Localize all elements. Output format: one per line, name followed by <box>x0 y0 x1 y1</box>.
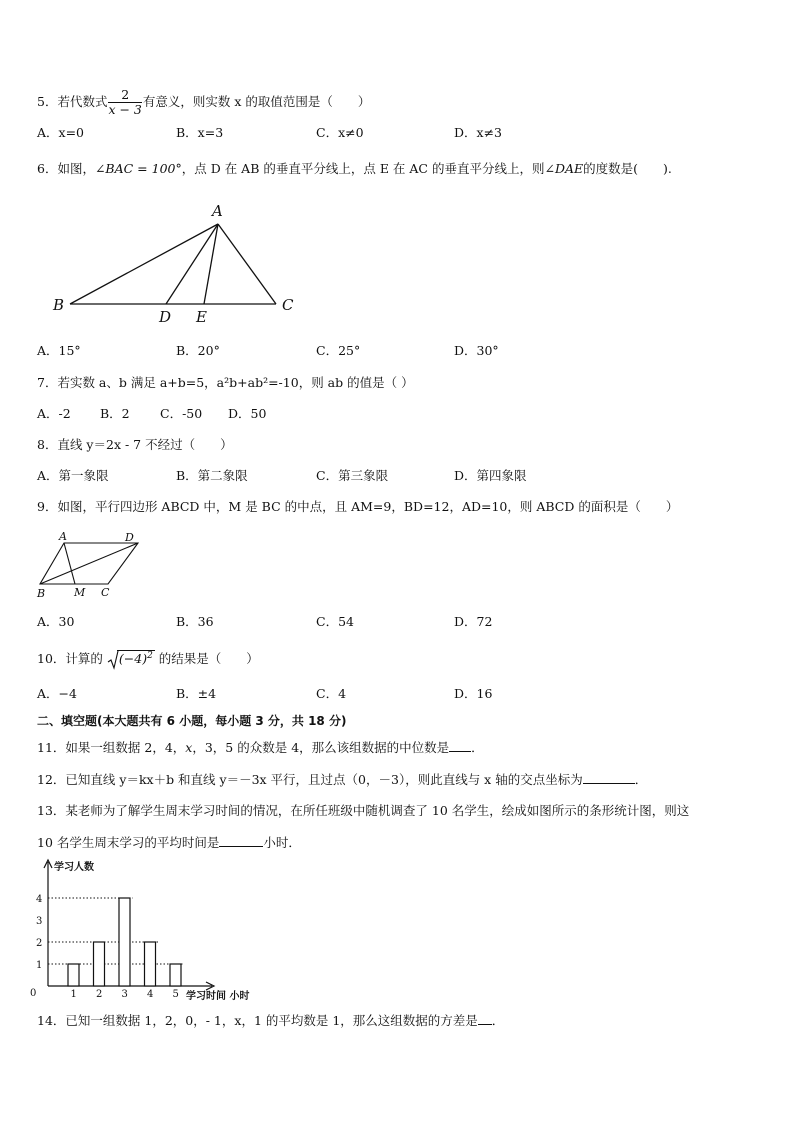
question-5 <box>37 88 370 117</box>
x-tick-label-5: 5 <box>172 989 179 1000</box>
chart-y-axis-title: 学习人数 <box>54 862 94 873</box>
q6-angle-bac: ∠BAC = 100° <box>94 161 182 176</box>
question-7: 7．若实数 a、b 满足 a+b=5，a²b+ab²=-10，则 ab 的值是（ ） <box>37 375 414 390</box>
x-tick-label-4: 4 <box>147 989 154 1000</box>
chart-x-axis-title: 学习时间 小时 <box>186 991 250 1002</box>
q5-fraction <box>108 88 141 117</box>
q6-option-b[interactable]: B．20° <box>176 343 220 358</box>
q6-prefix: 6．如图， <box>37 161 95 176</box>
q5-option-c[interactable]: C．x≠0 <box>316 125 364 140</box>
q10-suffix: 的结果是（ ） <box>158 651 259 667</box>
q10-option-b[interactable]: B．±4 <box>176 686 217 701</box>
q9-option-b[interactable]: B．36 <box>176 614 214 629</box>
q6-label-d: D <box>159 308 172 326</box>
y-tick-label-1: 1 <box>36 960 43 971</box>
q9-parallelogram-figure <box>34 530 146 602</box>
q13-answer-blank[interactable] <box>219 834 263 847</box>
q12-end: ． <box>634 772 648 787</box>
x-tick-label-2: 2 <box>96 989 103 1000</box>
q14-end: ． <box>491 1013 505 1028</box>
q11-variable: x <box>185 740 193 755</box>
y-tick-label-4: 4 <box>36 894 43 905</box>
q14-answer-blank[interactable] <box>478 1012 492 1025</box>
q8-option-d[interactable]: D．第四象限 <box>454 468 527 483</box>
q6-option-c[interactable]: C．25° <box>316 343 361 358</box>
question-13-line-1: 13．某老师为了解学生周末学习时间的情况，在所任班级中随机调查了 10 名学生，绘成如图所示的条形统计图，则这 <box>37 803 690 818</box>
q5-option-b[interactable]: B．x=3 <box>176 125 224 140</box>
q12-answer-blank[interactable] <box>583 771 635 784</box>
q7-option-b[interactable]: B．2 <box>100 406 130 421</box>
q9-option-a[interactable]: A．30 <box>37 614 75 629</box>
question-9: 9．如图，平行四边形 ABCD 中，M 是 BC 的中点，且 AM=9，BD=12，AD=10，则 ABCD 的面积是（ ） <box>37 499 679 514</box>
q10-option-d[interactable]: D．16 <box>454 686 493 701</box>
q10-prefix: 10．计算的 <box>37 651 103 667</box>
q7-option-c[interactable]: C．-50 <box>160 406 203 421</box>
q8-option-c[interactable]: C．第三象限 <box>316 468 389 483</box>
q11-answer-blank[interactable] <box>449 739 471 752</box>
q6-label-a: A <box>212 202 223 220</box>
q5-frac-num: 2 <box>108 88 141 103</box>
q6-option-a[interactable]: A．15° <box>37 343 81 358</box>
q13-prefix: 10 名学生周末学习的平均时间是 <box>37 835 220 850</box>
q9-label-b: B <box>37 587 46 600</box>
x-tick-label-3: 3 <box>121 989 128 1000</box>
q9-option-d[interactable]: D．72 <box>454 614 493 629</box>
bar-3 <box>119 898 130 986</box>
q10-option-a[interactable]: A．−4 <box>37 686 77 701</box>
q11-suffix: ，3，5 的众数是 4，那么该组数据的中位数是 <box>192 740 450 755</box>
q5-option-a[interactable]: A．x=0 <box>37 125 85 140</box>
q11-end: ． <box>471 740 484 755</box>
q10-radicand: (−4) <box>118 651 148 667</box>
q6-angle-dae: ∠DAE <box>544 161 584 176</box>
q5-frac-den: x − 3 <box>108 102 142 117</box>
bar-4 <box>145 942 156 986</box>
q14-prefix: 14．已知一组数据 1，2，0，- 1，x，1 的平均数是 1，那么这组数据的方差是 <box>37 1013 478 1028</box>
y-tick-label-3: 3 <box>36 916 43 927</box>
question-10 <box>37 648 259 670</box>
q10-exponent: 2 <box>147 651 153 661</box>
chart-origin-label: 0 <box>30 988 37 999</box>
bar-5 <box>170 964 181 986</box>
q12-prefix: 12．已知直线 y＝kx＋b 和直线 y＝－3x 平行，且过点（0，－3），则此直线与 x 轴的交点坐标为 <box>37 772 583 787</box>
q5-suffix: 有意义，则实数 x 的取值范围是（ ） <box>142 94 371 109</box>
question-14 <box>37 1012 504 1029</box>
q6-label-b: B <box>53 296 65 314</box>
q6-mid: ，点 D 在 AB 的垂直平分线上，点 E 在 AC 的垂直平分线上，则 <box>181 161 545 176</box>
q10-radical <box>117 650 155 666</box>
q9-label-d: D <box>125 531 134 544</box>
bar-1 <box>68 964 79 986</box>
q6-label-e: E <box>196 308 207 326</box>
q7-option-a[interactable]: A．-2 <box>37 406 71 421</box>
question-6 <box>37 161 672 177</box>
q6-triangle-figure <box>48 198 308 326</box>
question-11 <box>37 739 484 756</box>
q9-label-m: M <box>74 586 86 599</box>
q9-label-a: A <box>59 530 67 543</box>
q9-option-c[interactable]: C．54 <box>316 614 354 629</box>
q6-label-c: C <box>282 296 294 314</box>
q13-bar-chart <box>30 856 270 1002</box>
question-12 <box>37 771 647 788</box>
q11-prefix: 11．如果一组数据 2，4， <box>37 740 186 755</box>
question-13-line-2 <box>37 834 301 851</box>
q8-option-b[interactable]: B．第二象限 <box>176 468 248 483</box>
q7-option-d[interactable]: D．50 <box>228 406 267 421</box>
q5-prefix: 5．若代数式 <box>37 94 108 109</box>
q6-option-d[interactable]: D．30° <box>454 343 499 358</box>
question-8: 8．直线 y＝2x - 7 不经过（ ） <box>37 437 233 452</box>
q5-option-d[interactable]: D．x≠3 <box>454 125 502 140</box>
q8-option-a[interactable]: A．第一象限 <box>37 468 109 483</box>
bar-2 <box>94 942 105 986</box>
q10-option-c[interactable]: C．4 <box>316 686 347 701</box>
x-tick-label-1: 1 <box>70 989 77 1000</box>
q13-suffix: 小时． <box>263 835 301 850</box>
y-tick-label-2: 2 <box>36 938 43 949</box>
q6-suffix: 的度数是( ). <box>583 161 672 176</box>
q9-label-c: C <box>101 586 110 599</box>
section-2-title: 二、填空题(本大题共有 6 小题，每小题 3 分，共 18 分) <box>37 714 347 728</box>
